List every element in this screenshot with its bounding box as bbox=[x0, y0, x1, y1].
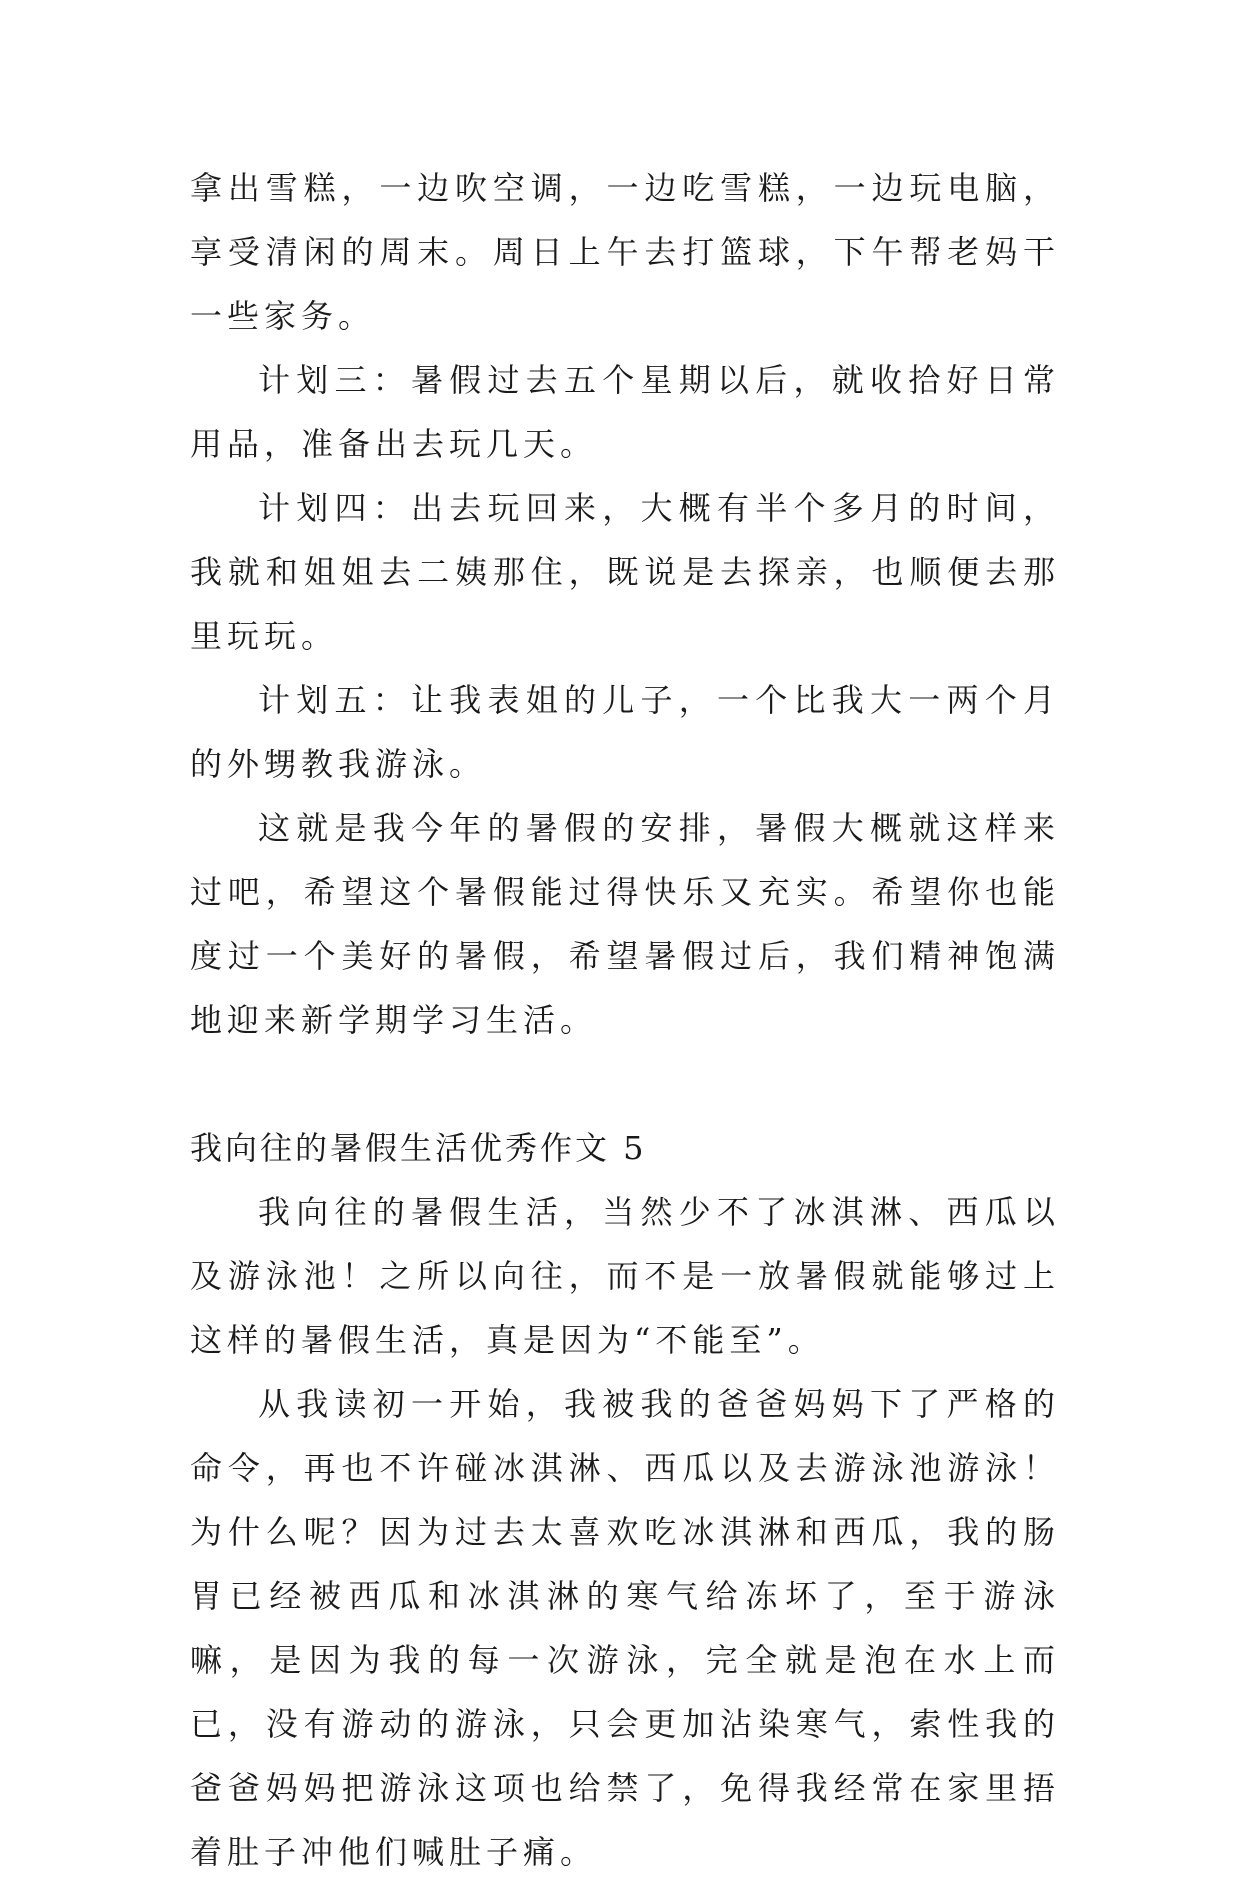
paragraph-essay-body: 从我读初一开始，我被我的爸爸妈妈下了严格的命令，再也不许碰冰淇淋、西瓜以及去游泳池游泳！为什么呢？因为过去太喜欢吃冰淇淋和西瓜，我的肠胃已经被西瓜和冰淇淋的寒气给冻坏了，至于游泳嘛，是因为我的每一次游泳，完全就是泡在水上而已，没有游动的游泳，只会更加沾染寒气，索性我的爸爸妈妈把游泳这项也给禁了，免得我经常在家里捂着肚子冲他们喊肚子痛。 bbox=[190, 1385, 1060, 1871]
paragraph-essay-intro: 我向往的暑假生活，当然少不了冰淇淋、西瓜以及游泳池！之所以向往，而不是一放暑假就能够过上这样的暑假生活，真是因为“不能至”。 bbox=[190, 1193, 1060, 1359]
paragraph-summary: 这就是我今年的暑假的安排，暑假大概就这样来过吧，希望这个暑假能过得快乐又充实。希望你也能度过一个美好的暑假，希望暑假过后，我们精神饱满地迎来新学期学习生活。 bbox=[190, 809, 1060, 1039]
essay-heading: 我向往的暑假生活优秀作文 5 bbox=[190, 1129, 647, 1167]
document-page bbox=[190, 156, 1060, 1884]
paragraph-plan-four: 计划四：出去玩回来，大概有半个多月的时间，我就和姐姐去二姨那住，既说是去探亲，也顺便去那里玩玩。 bbox=[190, 489, 1060, 655]
paragraph-continued: 拿出雪糕，一边吹空调，一边吃雪糕，一边玩电脑，享受清闲的周末。周日上午去打篮球，下午帮老妈干一些家务。 bbox=[190, 169, 1060, 335]
paragraph-plan-three: 计划三：暑假过去五个星期以后，就收拾好日常用品，准备出去玩几天。 bbox=[190, 361, 1060, 463]
paragraph-plan-five: 计划五：让我表姐的儿子，一个比我大一两个月的外甥教我游泳。 bbox=[190, 681, 1060, 783]
